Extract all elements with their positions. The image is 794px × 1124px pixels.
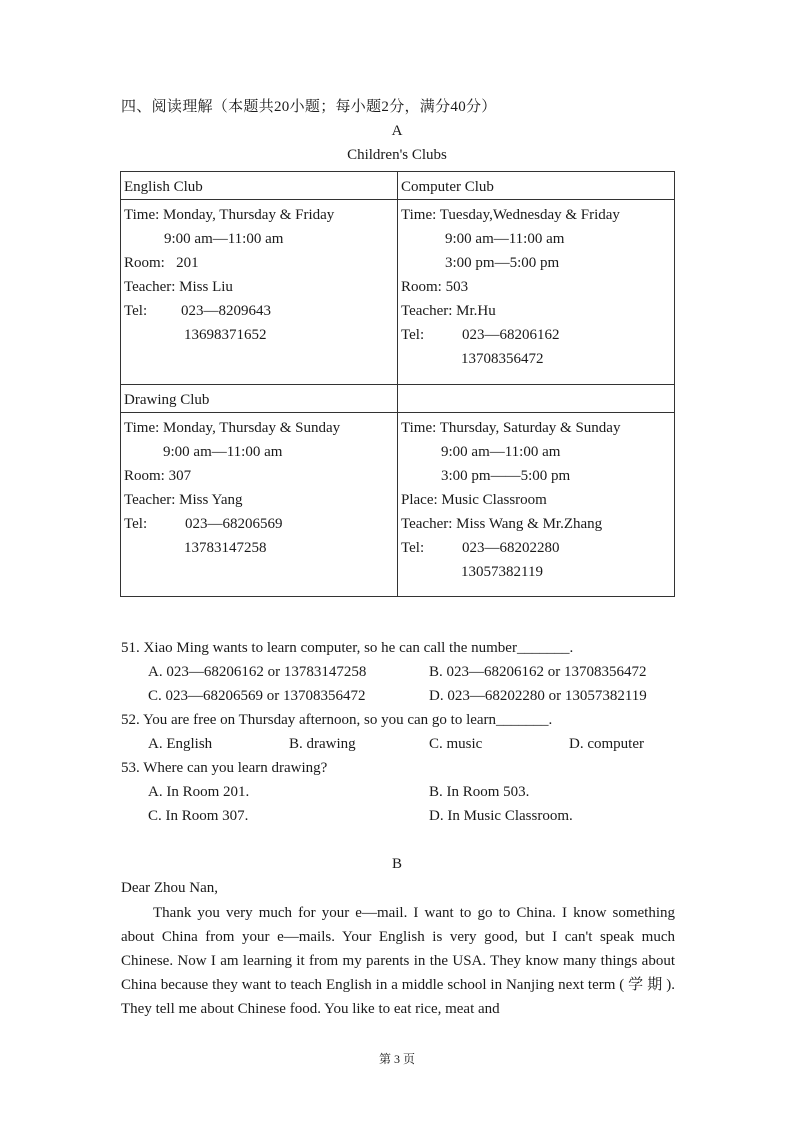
- club-hours: 9:00 am—11:00 am: [164, 231, 284, 247]
- club-name-drawing: Drawing Club: [121, 385, 398, 413]
- club-hours-pm: 3:00 pm—5:00 pm: [445, 255, 560, 271]
- club-details-english: [121, 200, 398, 385]
- club-hours-pm: 3:00 pm——5:00 pm: [441, 468, 571, 484]
- club-tel-mobile: 13708356472: [461, 351, 544, 367]
- club-name-english: English Club: [121, 172, 398, 200]
- question-51: 51. Xiao Ming wants to learn computer, so he can call the number_______.: [121, 640, 574, 656]
- club-place: Place: Music Classroom: [401, 492, 547, 508]
- club-hours: 9:00 am—11:00 am: [445, 231, 565, 247]
- part-a-label: A: [391, 123, 403, 139]
- club-tel-mobile: 13057382119: [461, 564, 543, 580]
- q53-option-a: A. In Room 201.: [148, 784, 250, 800]
- q52-option-b: B. drawing: [289, 736, 356, 752]
- page-number: 第 3 页: [378, 1052, 415, 1066]
- club-tel-label: Tel:: [124, 303, 148, 319]
- club-details-drawing: [121, 413, 398, 597]
- q52-option-d: D. computer: [569, 736, 644, 752]
- club-teacher: Teacher: Miss Yang: [124, 492, 243, 508]
- club-tel-phone: 023—68206162: [462, 327, 560, 343]
- club-tel-label: Tel:: [401, 540, 425, 556]
- question-53: 53. Where can you learn drawing?: [121, 760, 328, 776]
- club-hours: 9:00 am—11:00 am: [163, 444, 283, 460]
- club-teacher: Teacher: Miss Wang & Mr.Zhang: [401, 516, 603, 532]
- q51-option-c: C. 023—68206569 or 13708356472: [148, 688, 366, 704]
- club-tel-label: Tel:: [401, 327, 425, 343]
- club-room: Room: 201: [124, 255, 199, 271]
- q52-option-c: C. music: [429, 736, 483, 752]
- q53-option-d: D. In Music Classroom.: [429, 808, 573, 824]
- q51-option-d: D. 023—68202280 or 13057382119: [429, 688, 647, 704]
- q53-option-c: C. In Room 307.: [148, 808, 249, 824]
- club-time: Time: Thursday, Saturday & Sunday: [401, 420, 621, 436]
- club-details-music: [398, 413, 675, 597]
- club-room: Room: 503: [401, 279, 469, 295]
- club-tel-phone: 023—68206569: [185, 516, 283, 532]
- club-details-computer: [398, 200, 675, 385]
- club-room: Room: 307: [124, 468, 192, 484]
- q51-option-b: B. 023—68206162 or 13708356472: [429, 664, 647, 680]
- club-name-computer: Computer Club: [398, 172, 675, 200]
- q51-option-a: A. 023—68206162 or 13783147258: [148, 664, 367, 680]
- section-title: 四、阅读理解（本题共20小题；每小题2分，满分40分）: [121, 99, 497, 115]
- club-tel-label: Tel:: [124, 516, 148, 532]
- part-b-label: B: [391, 856, 402, 872]
- club-hours: 9:00 am—11:00 am: [441, 444, 561, 460]
- letter-body: Thank you very much for your e—mail. I want to go to China. I know something about China from your e—mails. Your English is very good, but I can't speak much Chinese. Now I am learning it from my parents in the USA. They know many things about China because they want to teach English in a middle school in Nanjing next term ( 学 期 ). They tell me about Chinese food. You like to eat rice, meat and: [121, 905, 675, 1017]
- club-tel-mobile: 13783147258: [184, 540, 267, 556]
- club-time: Time: Monday, Thursday & Friday: [124, 207, 335, 223]
- clubs-table: [120, 171, 675, 597]
- club-tel-phone: 023—68202280: [462, 540, 560, 556]
- club-teacher: Teacher: Miss Liu: [124, 279, 233, 295]
- club-teacher: Teacher: Mr.Hu: [401, 303, 496, 319]
- letter-greeting: Dear Zhou Nan,: [121, 880, 219, 896]
- club-tel-phone: 023—8209643: [181, 303, 271, 319]
- club-tel-mobile: 13698371652: [184, 327, 267, 343]
- q52-option-a: A. English: [148, 736, 213, 752]
- q53-option-b: B. In Room 503.: [429, 784, 530, 800]
- club-time: Time: Monday, Thursday & Sunday: [124, 420, 341, 436]
- table-title: Children's Clubs: [347, 147, 447, 163]
- club-time: Time: Tuesday,Wednesday & Friday: [401, 207, 620, 223]
- question-52: 52. You are free on Thursday afternoon, so you can go to learn_______.: [121, 712, 553, 728]
- club-name-music: [398, 385, 675, 413]
